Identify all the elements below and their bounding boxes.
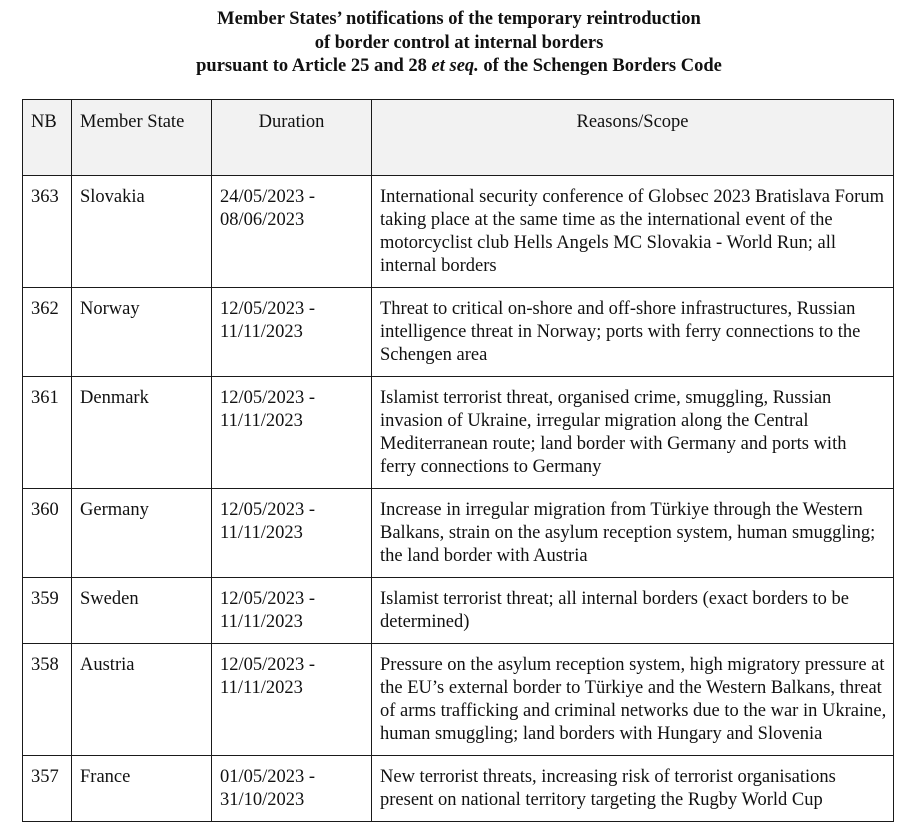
duration-from: 12/05/2023 - — [220, 589, 316, 609]
duration-to: 11/11/2023 — [220, 322, 303, 342]
header-nb: NB — [23, 100, 72, 176]
row-nb: 363 — [23, 176, 72, 288]
row-reasons-scope: Threat to critical on-shore and off-shore infrastructures, Russian intelligence threat in Norway; ports with ferry connections to the Schengen area — [372, 288, 894, 377]
row-nb: 361 — [23, 377, 72, 489]
notifications-table — [22, 99, 894, 822]
table-header-row — [23, 100, 894, 176]
row-nb: 357 — [23, 756, 72, 822]
row-duration — [212, 756, 372, 822]
duration-from: 01/05/2023 - — [220, 767, 316, 787]
row-reasons-scope: Increase in irregular migration from Türkiye through the Western Balkans, strain on the asylum reception system, human smuggling; the land border with Austria — [372, 489, 894, 578]
duration-from: 12/05/2023 - — [220, 655, 316, 675]
title-line-3-start: pursuant to Article 25 and 28 — [196, 56, 432, 76]
document-title — [0, 8, 918, 79]
row-reasons-scope: Pressure on the asylum reception system, high migratory pressure at the EU’s external border to Türkiye and the Western Balkans, threat of arms trafficking and criminal networks due to the war in Ukraine, human smuggling; land borders with Hungary and Slovenia — [372, 644, 894, 756]
row-reasons-scope: Islamist terrorist threat; all internal borders (exact borders to be determined) — [372, 578, 894, 644]
title-line-3 — [0, 55, 918, 79]
row-member-state: Slovakia — [72, 176, 212, 288]
duration-to: 11/11/2023 — [220, 411, 303, 431]
duration-from: 12/05/2023 - — [220, 299, 316, 319]
duration-to: 11/11/2023 — [220, 678, 303, 698]
row-duration — [212, 288, 372, 377]
row-nb: 358 — [23, 644, 72, 756]
row-reasons-scope: International security conference of Globsec 2023 Bratislava Forum taking place at the same time as the international event of the motorcyclist club Hells Angels MC Slovakia - World Run; all internal borders — [372, 176, 894, 288]
row-nb: 362 — [23, 288, 72, 377]
header-reasons-scope: Reasons/Scope — [372, 100, 894, 176]
duration-from: 12/05/2023 - — [220, 388, 316, 408]
row-duration — [212, 644, 372, 756]
table-row — [23, 176, 894, 288]
row-member-state: Sweden — [72, 578, 212, 644]
title-line-1: Member States’ notifications of the temporary reintroduction — [217, 9, 701, 29]
row-member-state: Denmark — [72, 377, 212, 489]
duration-from: 12/05/2023 - — [220, 500, 316, 520]
table-row — [23, 288, 894, 377]
table-row — [23, 756, 894, 822]
row-duration — [212, 578, 372, 644]
duration-to: 31/10/2023 — [220, 790, 305, 810]
duration-to: 11/11/2023 — [220, 523, 303, 543]
row-nb: 359 — [23, 578, 72, 644]
header-member-state: Member State — [72, 100, 212, 176]
title-line-3-end: of the Schengen Borders Code — [478, 56, 722, 76]
header-duration: Duration — [212, 100, 372, 176]
row-member-state: Germany — [72, 489, 212, 578]
duration-from: 24/05/2023 - — [220, 187, 316, 207]
row-duration — [212, 489, 372, 578]
duration-to: 08/06/2023 — [220, 210, 305, 230]
row-reasons-scope: New terrorist threats, increasing risk of terrorist organisations present on national territory targeting the Rugby World Cup — [372, 756, 894, 822]
duration-to: 11/11/2023 — [220, 612, 303, 632]
row-reasons-scope: Islamist terrorist threat, organised crime, smuggling, Russian invasion of Ukraine, irregular migration along the Central Mediterranean route; land border with Germany and ports with ferry connections to Germany — [372, 377, 894, 489]
table-row — [23, 578, 894, 644]
row-member-state: Austria — [72, 644, 212, 756]
table-row — [23, 489, 894, 578]
row-nb: 360 — [23, 489, 72, 578]
row-member-state: France — [72, 756, 212, 822]
title-line-3-italic: et seq. — [431, 56, 479, 76]
title-line-2: of border control at internal borders — [314, 32, 604, 53]
table-row — [23, 644, 894, 756]
table-row — [23, 377, 894, 489]
row-member-state: Norway — [72, 288, 212, 377]
row-duration — [212, 176, 372, 288]
row-duration — [212, 377, 372, 489]
